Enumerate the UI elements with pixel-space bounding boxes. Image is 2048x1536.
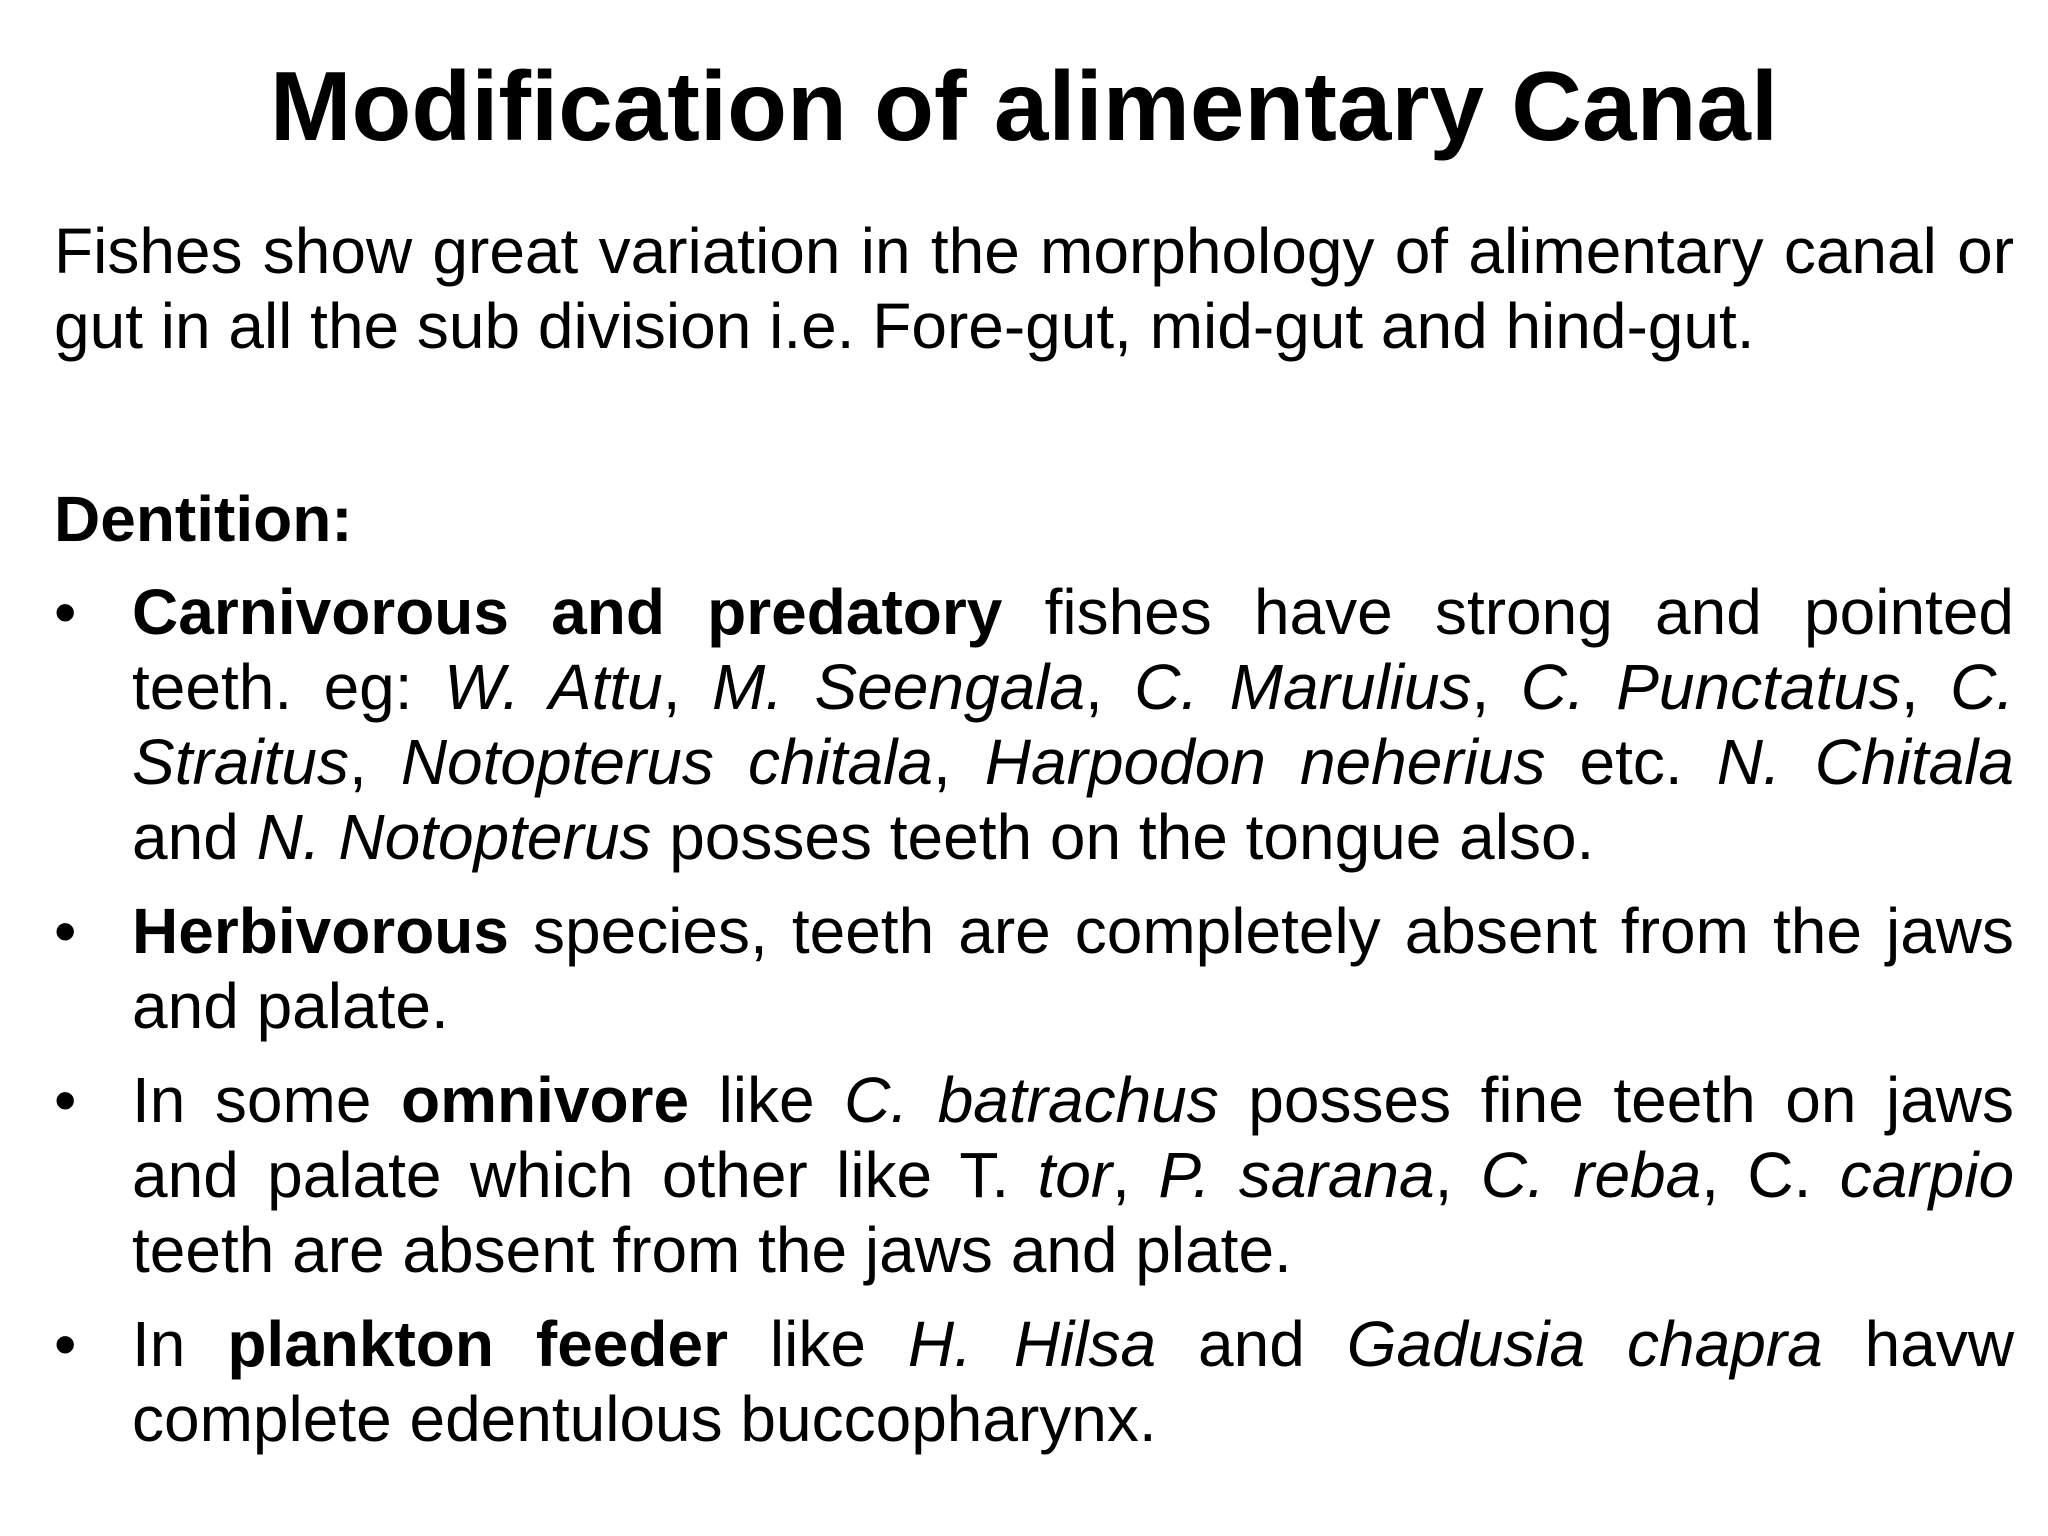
text-run: and [1156,1308,1347,1380]
text-run: , C. [1701,1139,1840,1211]
text-run: posses fine teeth on jaws and palate which other like T. [132,1064,2015,1211]
bullet-item-carnivorous [54,575,2014,875]
bullet-icon: • [54,576,77,648]
species-name: C. Straitus [132,651,2015,798]
species-name: Notopterus chitala [400,726,933,798]
text-run: , [1112,1139,1159,1211]
bold-term: Carnivorous and predatory [132,576,1003,648]
intro-paragraph: Fishes show great variation in the morphology of alimentary canal or gut in all the sub division i.e. Fore-gut, mid-gut and hind-gut. [54,215,2014,362]
species-name: C. batrachus [844,1064,1219,1136]
text-run: like [689,1064,845,1136]
text-run: fishes have strong and pointed teeth. eg: [132,576,2015,723]
text-run: and [132,801,257,873]
text-run: etc. [1545,726,1717,798]
bullet-item-herbivorous [54,894,2014,1044]
species-name: tor [1037,1139,1113,1211]
species-name: C. Marulius [1134,651,1472,723]
text-run: , [662,651,712,723]
text-run: , [1471,651,1521,723]
text-run: In [132,1308,228,1380]
bold-term: omnivore [400,1064,690,1136]
section-heading-dentition: Dentition: [54,483,353,555]
species-name: carpio [1839,1139,2015,1211]
text-run: teeth are absent from the jaws and plate. [132,1214,1292,1286]
bold-term: Herbivorous [132,895,509,967]
text-run: like [728,1308,908,1380]
text-run: posses teeth on the tongue also. [651,801,1595,873]
text-run: , [1084,651,1135,723]
dentition-bullet-list [54,575,2014,1476]
species-name: Gadusia chapra [1346,1308,1823,1380]
page-title: Modification of alimentary Canal [269,51,1779,161]
bold-term: plankton feeder [227,1308,728,1380]
bullet-item-plankton-feeder [54,1307,2014,1457]
text-run: havw complete edentulous buccopharynx. [132,1308,2015,1455]
species-name: N. Chitala [1716,726,2014,798]
text-run: , [1900,651,1951,723]
text-run: , [1434,1139,1481,1211]
bullet-icon: • [54,895,77,967]
species-name: Harpodon neherius [984,726,1546,798]
species-name: P. sarana [1158,1139,1435,1211]
species-name: H. Hilsa [907,1308,1157,1380]
species-name: N. Notopterus [256,801,652,873]
species-name: C. reba [1480,1139,1702,1211]
text-run: , [932,726,985,798]
text-run: species, teeth are completely absent from the jaws and palate. [132,895,2014,1042]
text-run: In some [132,1064,401,1136]
bullet-icon: • [54,1064,77,1136]
text-run: , [348,726,401,798]
species-name: C. Punctatus [1520,651,1901,723]
species-name: W. Attu [444,651,663,723]
bullet-icon: • [54,1308,77,1380]
bullet-item-omnivore [54,1063,2014,1288]
species-name: M. Seengala [711,651,1085,723]
